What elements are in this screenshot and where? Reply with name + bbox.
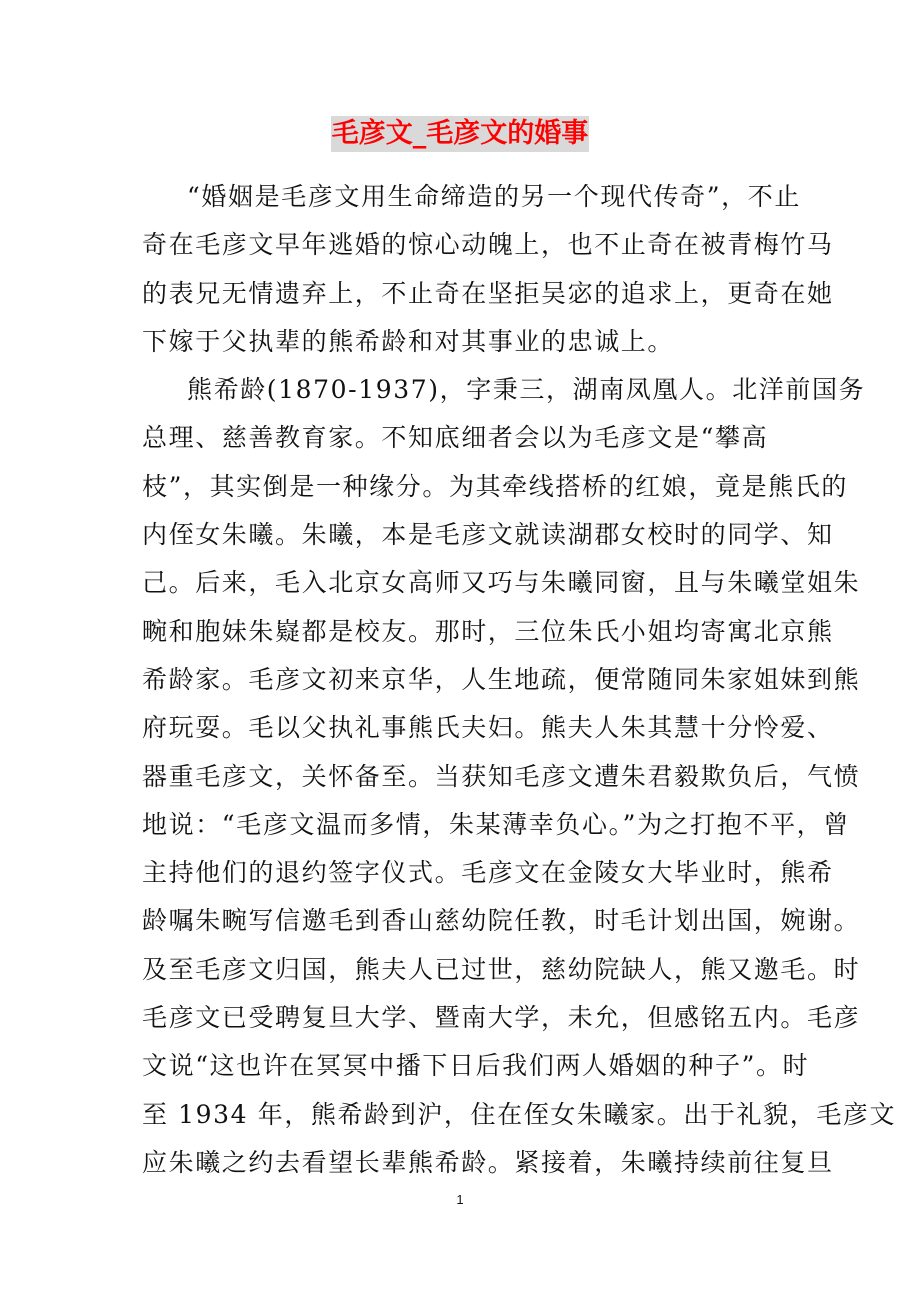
text-line: “婚姻是毛彦文用生命缔造的另一个现代传奇”，不止 xyxy=(187,182,801,211)
text-line: 希龄家。毛彦文初来京华，人生地疏，便常随同朱家姐妹到熊 xyxy=(142,664,861,694)
text-line: 府玩耍。毛以父执礼事熊氏夫妇。熊夫人朱其慧十分怜爱、 xyxy=(142,713,834,743)
text-line: 毛彦文已受聘复旦大学、暨南大学，未允，但感铭五内。毛彦 xyxy=(142,1003,861,1033)
text-line: 畹和胞妹朱嶷都是校友。那时，三位朱氏小姐均寄寓北京熊 xyxy=(142,616,834,646)
text-line: 奇在毛彦文早年逃婚的惊心动魄上，也不止奇在被青梅竹马 xyxy=(142,230,834,260)
text-line: 龄嘱朱畹写信邀毛到香山慈幼院任教，时毛计划出国，婉谢。 xyxy=(142,906,861,936)
text-line: 及至毛彦文归国，熊夫人已过世，慈幼院缺人，熊又邀毛。时 xyxy=(142,954,861,984)
text-line: 地说：“毛彦文温而多情，朱某薄幸负心。”为之打抱不平，曾 xyxy=(142,809,850,839)
text-line: 己。后来，毛入北京女高师又巧与朱曦同窗，且与朱曦堂姐朱 xyxy=(142,568,861,598)
document-body xyxy=(142,173,897,1187)
text-line: 文说“这也许在冥冥中播下日后我们两人婚姻的种子”。时 xyxy=(142,1051,810,1081)
text-line: 应朱曦之约去看望长辈熊希龄。紧接着，朱曦持续前往复旦 xyxy=(142,1147,834,1177)
text-line: 枝”，其实倒是一种缘分。为其牵线搭桥的红娘，竟是熊氏的 xyxy=(142,471,848,501)
paragraph xyxy=(142,366,897,1187)
page-number: 1 xyxy=(456,1192,464,1207)
document-title: 毛彦文_毛彦文的婚事 xyxy=(331,116,590,152)
text-line: 的表兄无情遗弃上，不止奇在坚拒吴宓的追求上，更奇在她 xyxy=(142,278,834,308)
title-wrap xyxy=(0,116,920,152)
text-line: 至 1934 年，熊希龄到沪，住在侄女朱曦家。出于礼貌，毛彦文 xyxy=(142,1099,897,1129)
text-line: 熊希龄(1870-1937)，字秉三，湖南凤凰人。北洋前国务 xyxy=(187,375,866,405)
text-line: 主持他们的退约签字仪式。毛彦文在金陵女大毕业时，熊希 xyxy=(142,858,834,888)
text-line: 下嫁于父执辈的熊希龄和对其事业的忠诚上。 xyxy=(142,326,675,356)
text-line: 内侄女朱曦。朱曦，本是毛彦文就读湖郡女校时的同学、知 xyxy=(142,520,834,550)
text-line: 器重毛彦文，关怀备至。当获知毛彦文遭朱君毅欺负后，气愤 xyxy=(142,761,861,791)
text-line: 总理、慈善教育家。不知底细者会以为毛彦文是“攀高 xyxy=(142,423,769,453)
paragraph xyxy=(142,173,834,366)
